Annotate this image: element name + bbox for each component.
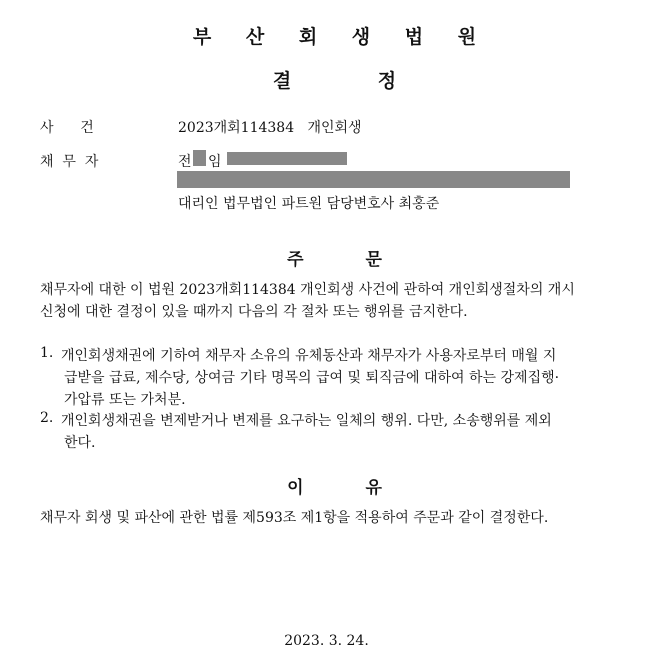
order-item-1-line-2: 급받을 급료, 제수당, 상여금 기타 명목의 급여 및 퇴직금에 대하여 하는 강제집행·: [64, 370, 560, 386]
order-item-number: 1.: [40, 345, 54, 361]
order-item-number: 2.: [40, 410, 54, 426]
reason-text: 채무자 회생 및 파산에 관한 법률 제593조 제1항을 적용하여 주문과 같이 결정한다.: [40, 510, 549, 526]
redaction-box: [177, 171, 570, 188]
order-item-1-line-3: 가압류 또는 가처분.: [64, 392, 186, 408]
redaction-box: [227, 152, 347, 165]
order-item-2-line-2: 한다.: [64, 435, 96, 451]
debtor-name-last: 임: [208, 154, 222, 170]
court-name: 부 산 회 생 법 원: [192, 26, 491, 48]
reason-title: 이 유: [287, 478, 382, 498]
order-item-2-line-1: 개인회생채권을 변제받거나 변제를 요구하는 일체의 행위. 다만, 소송행위를 제외: [61, 413, 552, 429]
document-title: 결 정: [272, 70, 397, 92]
decision-date: 2023. 3. 24.: [284, 633, 369, 649]
order-title: 주 문: [287, 250, 382, 270]
case-label: 사 건: [40, 120, 94, 136]
order-intro-line-1: 채무자에 대한 이 법원 2023개회114384 개인회생 사건에 관하여 개인회생절차의 개시: [40, 282, 575, 298]
order-item-1-line-1: 개인회생채권에 기하여 채무자 소유의 유체동산과 채무자가 사용자로부터 매월 지: [61, 348, 557, 364]
debtor-name-first: 전: [178, 154, 192, 170]
case-value: 2023개회114384 개인회생: [178, 120, 362, 136]
representative: 대리인 법무법인 파트원 담당변호사 최홍준: [178, 196, 440, 212]
redaction-box: [193, 150, 206, 166]
order-intro-line-2: 신청에 대한 결정이 있을 때까지 다음의 각 절차 또는 행위를 금지한다.: [40, 304, 468, 320]
debtor-label: 채 무 자: [40, 154, 99, 170]
